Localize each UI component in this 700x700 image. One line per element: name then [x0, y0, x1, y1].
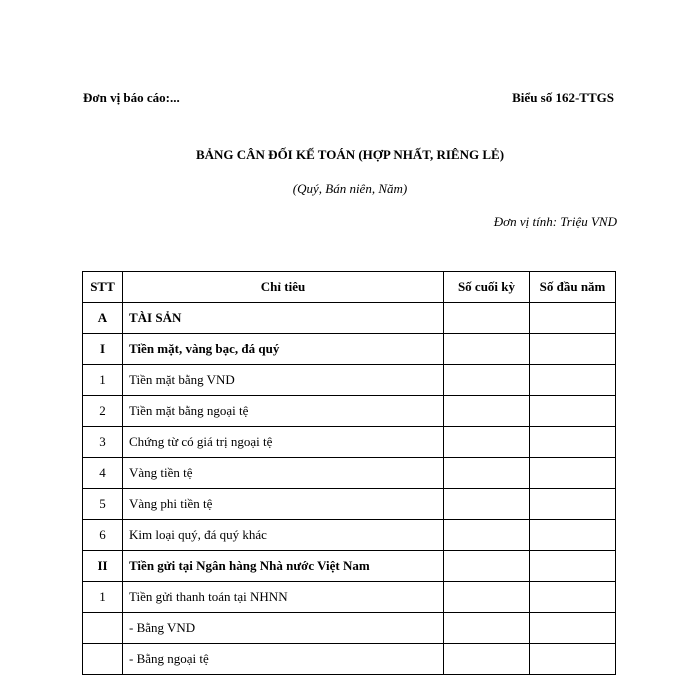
- table-row: [83, 489, 616, 520]
- row-stt-cell: 3: [83, 427, 123, 458]
- balance-sheet-table: [82, 271, 616, 675]
- row-stt-cell: 1: [83, 582, 123, 613]
- row-item-cell: Chứng từ có giá trị ngoại tệ: [123, 427, 444, 458]
- document-title: BẢNG CÂN ĐỐI KẾ TOÁN (HỢP NHẤT, RIÊNG LẺ): [195, 147, 505, 162]
- row-period-end-cell[interactable]: [444, 458, 530, 489]
- row-stt-cell: A: [83, 303, 123, 334]
- table-row: [83, 334, 616, 365]
- row-item-cell: Tiền gửi tại Ngân hàng Nhà nước Việt Nam: [123, 551, 444, 582]
- column-header-item: Chỉ tiêu: [123, 272, 444, 303]
- row-item-cell: Vàng phi tiền tệ: [123, 489, 444, 520]
- row-stt-cell: [83, 644, 123, 675]
- table-header-row: [83, 272, 616, 303]
- row-item-cell: - Bằng ngoại tệ: [123, 644, 444, 675]
- table-body: [83, 303, 616, 675]
- row-period-end-cell[interactable]: [444, 520, 530, 551]
- table-row: [83, 458, 616, 489]
- row-period-end-cell[interactable]: [444, 582, 530, 613]
- row-period-end-cell[interactable]: [444, 644, 530, 675]
- row-year-start-cell[interactable]: [530, 551, 616, 582]
- row-year-start-cell[interactable]: [530, 427, 616, 458]
- document-subtitle: (Quý, Bán niên, Năm): [292, 181, 408, 196]
- table-row: [83, 365, 616, 396]
- row-period-end-cell[interactable]: [444, 365, 530, 396]
- row-year-start-cell[interactable]: [530, 489, 616, 520]
- row-item-cell: Tiền mặt bằng VND: [123, 365, 444, 396]
- row-year-start-cell[interactable]: [530, 520, 616, 551]
- column-header-year-start: Số đầu năm: [530, 272, 616, 303]
- row-year-start-cell[interactable]: [530, 365, 616, 396]
- row-period-end-cell[interactable]: [444, 613, 530, 644]
- row-stt-cell: 2: [83, 396, 123, 427]
- row-stt-cell: I: [83, 334, 123, 365]
- table-row: [83, 582, 616, 613]
- row-period-end-cell[interactable]: [444, 489, 530, 520]
- row-stt-cell: 4: [83, 458, 123, 489]
- row-year-start-cell[interactable]: [530, 303, 616, 334]
- table-row: [83, 551, 616, 582]
- row-stt-cell: 5: [83, 489, 123, 520]
- row-year-start-cell[interactable]: [530, 396, 616, 427]
- row-item-cell: Kim loại quý, đá quý khác: [123, 520, 444, 551]
- row-period-end-cell[interactable]: [444, 303, 530, 334]
- table-row: [83, 644, 616, 675]
- row-stt-cell: 1: [83, 365, 123, 396]
- row-stt-cell: 6: [83, 520, 123, 551]
- row-period-end-cell[interactable]: [444, 551, 530, 582]
- row-year-start-cell[interactable]: [530, 644, 616, 675]
- table-row: [83, 427, 616, 458]
- row-year-start-cell[interactable]: [530, 458, 616, 489]
- row-item-cell: Tiền mặt bằng ngoại tệ: [123, 396, 444, 427]
- row-item-cell: TÀI SẢN: [123, 303, 444, 334]
- table-row: [83, 613, 616, 644]
- form-number-label: Biểu số 162-TTGS: [512, 90, 614, 105]
- row-stt-cell: II: [83, 551, 123, 582]
- currency-unit-label: Đơn vị tính: Triệu VND: [493, 214, 617, 229]
- column-header-period-end: Số cuối kỳ: [444, 272, 530, 303]
- row-period-end-cell[interactable]: [444, 334, 530, 365]
- row-item-cell: Tiền gửi thanh toán tại NHNN: [123, 582, 444, 613]
- row-year-start-cell[interactable]: [530, 613, 616, 644]
- row-item-cell: - Bằng VND: [123, 613, 444, 644]
- table-row: [83, 520, 616, 551]
- row-item-cell: Tiền mặt, vàng bạc, đá quý: [123, 334, 444, 365]
- row-item-cell: Vàng tiền tệ: [123, 458, 444, 489]
- row-period-end-cell[interactable]: [444, 427, 530, 458]
- table-row: [83, 396, 616, 427]
- reporting-unit-label: Đơn vị báo cáo:...: [83, 90, 180, 105]
- column-header-stt: STT: [83, 272, 123, 303]
- row-stt-cell: [83, 613, 123, 644]
- row-period-end-cell[interactable]: [444, 396, 530, 427]
- row-year-start-cell[interactable]: [530, 334, 616, 365]
- row-year-start-cell[interactable]: [530, 582, 616, 613]
- table-row: [83, 303, 616, 334]
